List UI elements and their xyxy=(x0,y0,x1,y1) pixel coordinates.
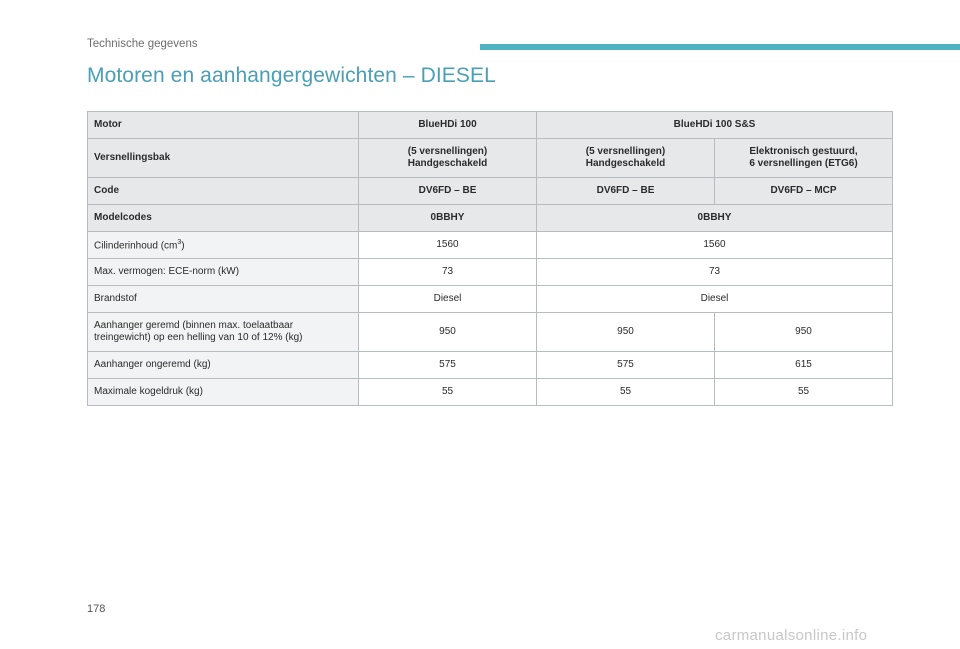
cell-value: 1560 xyxy=(537,232,893,259)
row-label xyxy=(88,232,359,259)
row-vermogen xyxy=(88,259,893,286)
row-cilinderinhoud xyxy=(88,232,893,259)
label-text-end: ) xyxy=(181,240,185,252)
row-label: Aanhanger ongeremd (kg) xyxy=(88,352,359,379)
cell-value: 55 xyxy=(359,379,537,406)
row-label: Modelcodes xyxy=(88,205,359,232)
cell-value: 950 xyxy=(537,313,715,352)
label-line: Aanhanger geremd (binnen max. toelaatbaar xyxy=(94,320,294,331)
cell-value: 575 xyxy=(359,352,537,379)
cell-value: Diesel xyxy=(359,286,537,313)
row-label: Code xyxy=(88,178,359,205)
row-kogeldruk xyxy=(88,379,893,406)
cell-value: Diesel xyxy=(537,286,893,313)
specs-table xyxy=(87,111,893,406)
cell-value: 73 xyxy=(359,259,537,286)
row-label: Versnellingsbak xyxy=(88,139,359,178)
watermark: carmanualsonline.info xyxy=(715,627,868,644)
cell-value: BlueHDi 100 S&S xyxy=(537,112,893,139)
row-label: Maximale kogeldruk (kg) xyxy=(88,379,359,406)
row-versnellingsbak xyxy=(88,139,893,178)
superscript: 3 xyxy=(177,239,182,247)
row-modelcodes xyxy=(88,205,893,232)
cell-value: 55 xyxy=(537,379,715,406)
page-title: Motoren en aanhangergewichten – DIESEL xyxy=(87,64,496,87)
cell-line: (5 versnellingen) xyxy=(585,146,666,157)
cell-value xyxy=(537,139,715,178)
cell-value: DV6FD – BE xyxy=(359,178,537,205)
row-aanhanger-geremd xyxy=(88,313,893,352)
cell-value: 73 xyxy=(537,259,893,286)
cell-line: Handgeschakeld xyxy=(407,158,488,169)
label-text: Cilinderinhoud (cm xyxy=(94,240,178,252)
cell-value xyxy=(715,139,893,178)
cell-value: 1560 xyxy=(359,232,537,259)
cell-value: 55 xyxy=(715,379,893,406)
cell-line: Elektronisch gestuurd, xyxy=(749,146,858,157)
row-label xyxy=(88,313,359,352)
cell-line: (5 versnellingen) xyxy=(407,146,488,157)
row-aanhanger-ongeremd xyxy=(88,352,893,379)
cell-value: 0BBHY xyxy=(537,205,893,232)
cell-line: Handgeschakeld xyxy=(585,158,666,169)
row-code xyxy=(88,178,893,205)
row-label: Brandstof xyxy=(88,286,359,313)
cell-line: 6 versnellingen (ETG6) xyxy=(749,158,858,169)
row-label: Max. vermogen: ECE-norm (kW) xyxy=(88,259,359,286)
cell-value: DV6FD – MCP xyxy=(715,178,893,205)
row-label: Motor xyxy=(88,112,359,139)
page-number: 178 xyxy=(87,603,106,615)
cell-value: DV6FD – BE xyxy=(537,178,715,205)
row-motor xyxy=(88,112,893,139)
section-label: Technische gegevens xyxy=(87,38,198,50)
cell-value: 575 xyxy=(537,352,715,379)
cell-value xyxy=(359,139,537,178)
cell-value: 950 xyxy=(715,313,893,352)
cell-value: 950 xyxy=(359,313,537,352)
label-line: treingewicht) op een helling van 10 of 12% (kg) xyxy=(94,332,303,343)
accent-bar xyxy=(480,44,960,50)
cell-value: 615 xyxy=(715,352,893,379)
cell-value: BlueHDi 100 xyxy=(359,112,537,139)
cell-value: 0BBHY xyxy=(359,205,537,232)
row-brandstof xyxy=(88,286,893,313)
